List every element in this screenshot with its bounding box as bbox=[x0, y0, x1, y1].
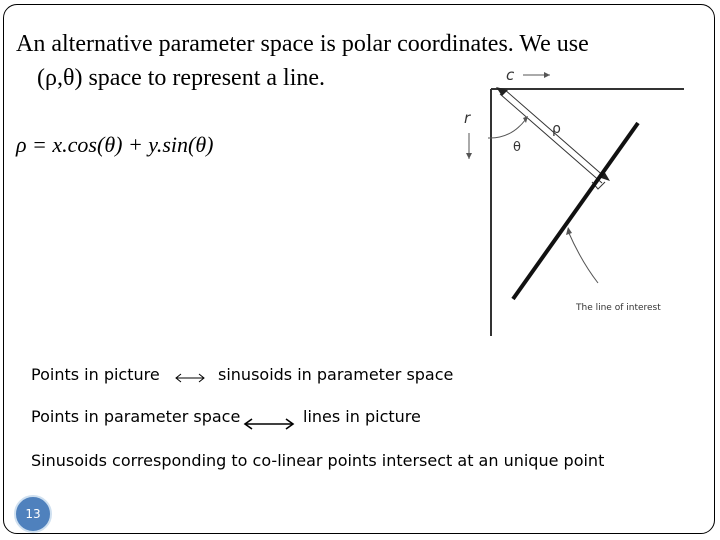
double-arrow-icon bbox=[174, 373, 206, 383]
title-line-1: An alternative parameter space is polar coordinates. We use bbox=[16, 31, 589, 57]
line-of-interest bbox=[513, 123, 638, 299]
hough-equation: ρ = x.cos(θ) + y.sin(θ) bbox=[16, 132, 214, 157]
relation-1-right: sinusoids in parameter space bbox=[218, 365, 454, 384]
page-number: 13 bbox=[25, 507, 41, 521]
rho-line-b bbox=[500, 94, 602, 183]
c-axis-label: c bbox=[506, 66, 515, 84]
r-axis-label: r bbox=[464, 109, 471, 127]
collinear-statement: Sinusoids corresponding to co-linear points intersect at an unique point bbox=[31, 451, 605, 470]
theta-arc bbox=[488, 119, 526, 138]
double-arrow-icon bbox=[242, 417, 296, 431]
line-of-interest-label: The line of interest bbox=[576, 303, 661, 313]
label-pointer bbox=[568, 231, 598, 283]
relation-2-left: Points in parameter space bbox=[31, 407, 241, 426]
relation-1-left: Points in picture bbox=[31, 365, 160, 384]
rho-label: ρ bbox=[552, 121, 561, 137]
page-number-badge bbox=[14, 495, 52, 533]
title-line-2: (ρ,θ) space to represent a line. bbox=[37, 65, 326, 91]
theta-label: θ bbox=[513, 140, 521, 155]
slide-frame bbox=[3, 4, 715, 534]
relation-2-right: lines in picture bbox=[303, 407, 421, 426]
polar-line-diagram bbox=[456, 61, 684, 341]
